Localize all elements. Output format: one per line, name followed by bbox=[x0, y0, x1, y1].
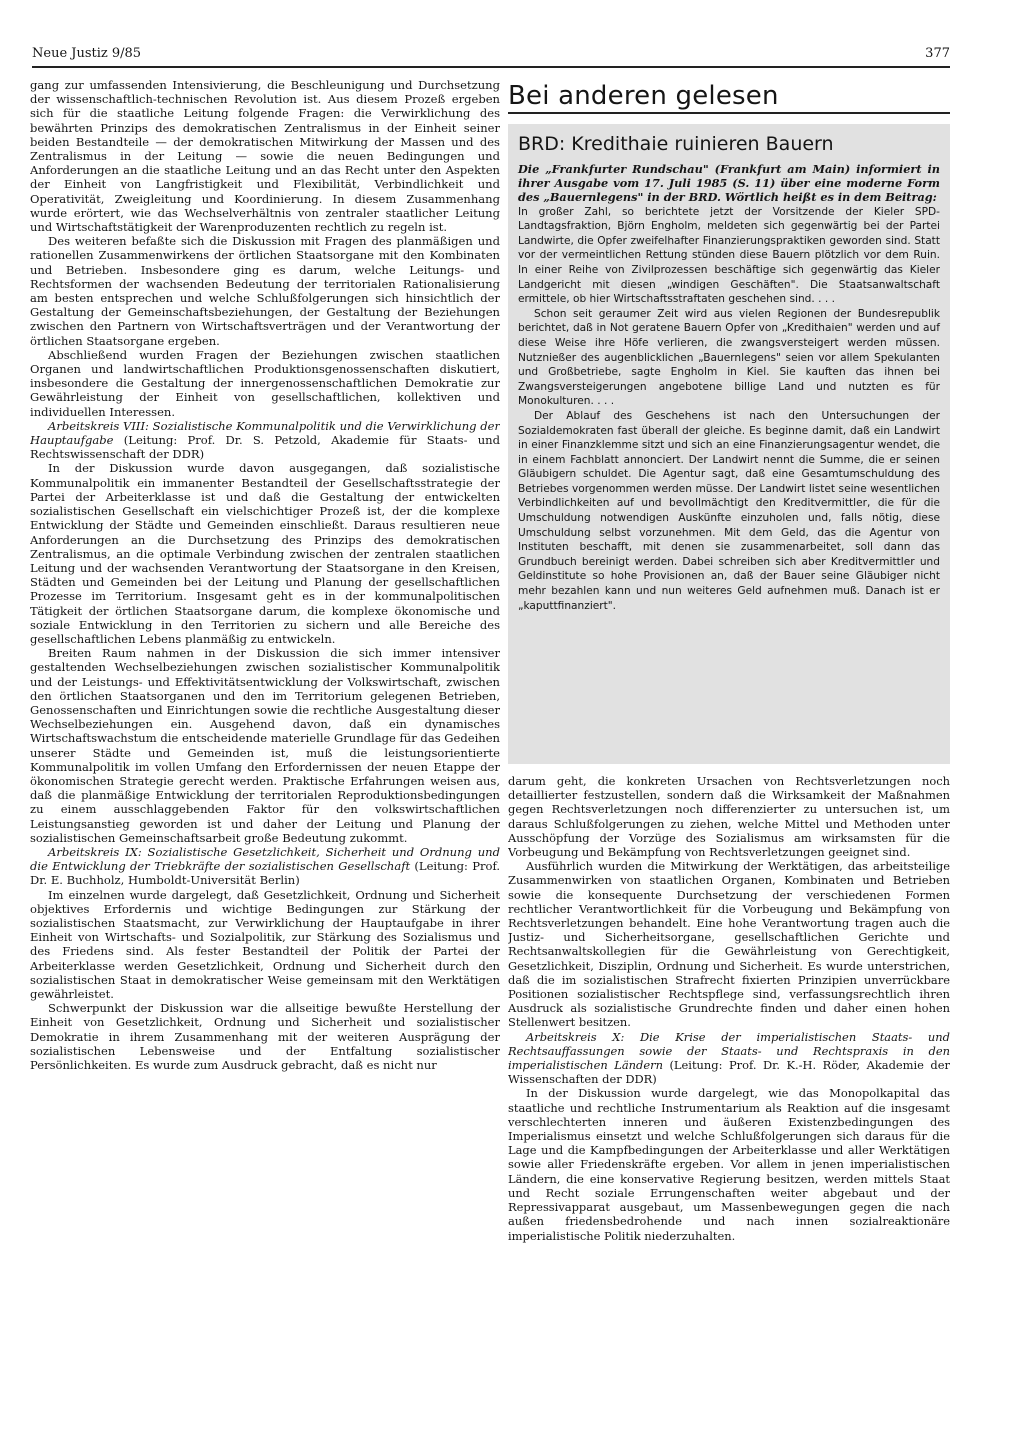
box-intro: Die „Frankfurter Rundschau" (Frankfurt am Main) informiert in ihrer Ausgabe vom 17. Juli 1985 (S. 11) über eine moderne Form des „Bauernlegens" in der BRD. Wörtlich heißt es in dem Beitrag: bbox=[518, 162, 940, 205]
arbeitskreis-heading bbox=[30, 845, 500, 888]
arbeitskreis-leitung: (Leitung: Prof. Dr. E. Buchholz, Humboldt-Universität Berlin) bbox=[30, 859, 500, 888]
arbeitskreis-leitung: (Leitung: Prof. Dr. S. Petzold, Akademie für Staats- und Rechtswissenschaft der DDR) bbox=[30, 433, 500, 462]
page-header bbox=[32, 44, 950, 68]
paragraph: In der Diskussion wurde davon ausgegangen, daß sozialistische Kommunalpolitik ein immanenter Bestandteil der Gesellschaftsstrategie der Partei der Arbeiterklasse ist und daß die Gestaltung der entwickelten sozialistischen Gesellschaft ein vielschichtiger Prozeß ist, der die komplexe Entwicklung der Städte und Gemeinden einschließt. Daraus resultieren neue Anforderungen an die Durchsetzung des Prinzips des demokratischen Zentralismus, an die optimale Verbindung zwischen der zentralen staatlichen Leitung und der wachsenden Verantwortung der Staatsorgane in den Kreisen, Städten und Gemeinden bei der Leitung und Planung der gesellschaftlichen Prozesse im Territorium. Insgesamt geht es in der kommunalpolitischen Tätigkeit der örtlichen Staatsorgane darum, die komplexe ökonomische und soziale Entwicklung in den Territorien zu sichern und alle Bereiche des gesellschaftlichen Lebens planmäßig zu entwickeln. bbox=[30, 461, 500, 646]
right-column bbox=[508, 774, 950, 1364]
paragraph: Abschließend wurden Fragen der Beziehungen zwischen staatlichen Organen und landwirtschaftlichen Produktionsgenossenschaften diskutiert, insbesondere die Gestaltung der innergenossenschaftlichen Demokratie zur Gewährleistung der Einheit von gesellschaftlichen, kollektiven und individuellen Interessen. bbox=[30, 347, 500, 419]
paragraph: Im einzelnen wurde dargelegt, daß Gesetzlichkeit, Ordnung und Sicherheit objektives Erfordernis und wichtige Bedingungen zur Stärkung der sozialistischen Staatsmacht, zur Verwirklichung der Hauptaufgabe in ihrer Einheit von Wirtschafts- und Sozialpolitik, zur Stärkung des Sozialismus und des Friedens sind. Als fester Bestandteil der Politik der Partei der Arbeiterklasse werden Gesetzlichkeit, Ordnung und Sicherheit durch den sozialistischen Staat in demokratischer Weise gemeinsam mit den Werktätigen gewährleistet. bbox=[30, 887, 500, 1001]
quote-paragraph: Der Ablauf des Geschehens ist nach den Untersuchungen der Sozialdemokraten fast überall der gleiche. Es beginne damit, daß ein Landwirt in einer Finanzklemme sitzt und sich an eine Finanzierungsagentur wendet, die in einem Fachblatt annonciert. Der Landwirt nennt die Summe, die er seinen Gläubigern schuldet. Die Agentur sagt, daß eine Gesamtumschuldung des Betriebes vorgenommen werden müsse. Der Landwirt listet seine wesentlichen Verbindlichkeiten auf und bevollmächtigt den Kreditvermittler, die für die Umschuldung notwendigen Auskünfte einzuholen und, falls nötig, diese Umschuldung selbst vorzunehmen. Mit dem Geld, das die Agentur von Instituten beschafft, mit denen sie zusammenarbeitet, soll dann das Grundbuch bereinigt werden. Dabei schreiben sich aber Kreditvermittler und Geldinstitute so hohe Provisionen an, daß der Bauer seine Gläubiger nicht mehr bezahlen kann und nun weiteres Geld aufnehmen muß. Danach ist er „kaputtfinanziert". bbox=[518, 409, 940, 612]
left-column bbox=[30, 78, 500, 1380]
box-title: BRD: Kredithaie ruinieren Bauern bbox=[518, 133, 834, 155]
paragraph: Ausführlich wurden die Mitwirkung der Werktätigen, das arbeitsteilige Zusammenwirken von staatlichen Organen, Kombinaten und Betrieben sowie die konsequente Durchsetzung der verschiedenen Formen rechtlicher Verantwortlichkeit für die Vorbeugung und Bekämpfung von Rechtsverletzungen behandelt. Eine hohe Verantwortung tragen auch die Justiz- und Sicherheitsorgane, gesellschaftlichen Gerichte und Rechtsanwaltskollegien für die Gewährleistung von Gerechtigkeit, Gesetzlichkeit, Disziplin, Ordnung und Sicherheit. Es wurde unterstrichen, daß die im sozialistischen Strafrecht fixierten Prinzipien unverrückbare Positionen sozialistischer Rechtspflege sind, verfassungsrechtlich ihren Ausdruck als sozialistische Grundrechte finden und daher einen hohen Stellenwert besitzen. bbox=[508, 859, 950, 1030]
arbeitskreis-heading bbox=[30, 419, 500, 462]
paragraph: gang zur umfassenden Intensivierung, die Beschleunigung und Durchsetzung der wissenschaftlich-technischen Revolution ist. Aus diesem Prozeß ergeben sich für die staatliche Leitung folgende Fragen: die Verwirklichung des bewährten Prinzips des demokratischen Zentralismus in der Einheit seiner beiden Bestandteile — der demokratischen Mitwirkung der Massen und des Zentralismus in der Leitung — sowie die neuen Bedingungen und Anforderungen an die staatliche Leitung und an das Recht unter den Aspekten der Einheit von Langfristigkeit und Flexibilität, Verbindlichkeit und Operativität, Zweigleitung und Koordinierung. In diesem Zusammenhang wurde erörtert, wie das Wechselverhältnis von zentraler staatlicher Leitung und Wirtschaftstätigkeit der Warenproduzenten rechtlich zu regeln ist. bbox=[30, 78, 500, 235]
section-title: Bei anderen gelesen bbox=[508, 80, 950, 114]
arbeitskreis-title: Arbeitskreis VIII: Sozialistische Kommunalpolitik und die Verwirklichung der Hauptaufgabe bbox=[30, 418, 500, 448]
arbeitskreis-title: Arbeitskreis IX: Sozialistische Gesetzlichkeit, Sicherheit und Ordnung und die Entwicklung der Triebkräfte der sozialistischen Gesellschaft bbox=[30, 844, 500, 874]
quote-paragraph: In großer Zahl, so berichtete jetzt der Vorsitzende der Kieler SPD-Landtagsfraktion, Björn Engholm, meldeten sich gegenwärtig bei der Partei Landwirte, die Opfer zweifelhafter Finanzierungspraktiken geworden sind. Statt vor der vermeintlichen Rettung stünden diese Bauern plötzlich vor dem Ruin. In einer Reihe von Zivilprozessen beschäftige sich gegenwärtig das Kieler Landgericht mit diesen „windigen Geschäften". Die Staatsanwaltschaft ermittele, ob hier Wirtschaftsstraftaten geschehen sind. . . . bbox=[518, 205, 940, 306]
arbeitskreis-leitung: (Leitung: Prof. Dr. K.-H. Röder, Akademie der Wissenschaften der DDR) bbox=[508, 1058, 950, 1087]
arbeitskreis-heading bbox=[508, 1030, 950, 1087]
paragraph: In der Diskussion wurde dargelegt, wie das Monopolkapital das staatliche und rechtliche Instrumentarium als Reaktion auf die insgesamt verschlechterten inneren und äußeren Existenzbedingungen des Imperialismus einsetzt und welche Schlußfolgerungen sich daraus für die Lage und die Kampfbedingungen der Arbeiterklasse und aller Werktätigen sowie aller Friedenskräfte ergeben. Vor allem in jenen imperialistischen Ländern, die eine konservative Regierung besitzen, werden mittels Staat und Recht soziale Errungenschaften weiter abgebaut und der Repressivapparat ausgebaut, um Massenbewegungen gegen die nach außen friedensbedrohende und nach innen sozialreaktionäre imperialistische Politik niederzuhalten. bbox=[508, 1086, 950, 1243]
paragraph: Schwerpunkt der Diskussion war die allseitige bewußte Herstellung der Einheit von Gesetzlichkeit, Ordnung und Sicherheit und sozialistischer Demokratie in ihrem Zusammenhang mit der weiteren Ausprägung der sozialistischen Lebensweise und der Entfaltung sozialistischer Persönlichkeiten. Es wurde zum Ausdruck gebracht, daß es nicht nur bbox=[30, 1001, 500, 1073]
journal-issue: Neue Justiz 9/85 bbox=[32, 46, 142, 61]
arbeitskreis-title: Arbeitskreis X: Die Krise der imperialistischen Staats- und Rechtsauffassungen sowie der Staats- und Rechtspraxis in den imperialistischen Ländern bbox=[508, 1029, 950, 1073]
quote-paragraph: Schon seit geraumer Zeit wird aus vielen Regionen der Bundesrepublik berichtet, daß in Not geratene Bauern Opfer von „Kredithaien" werden und auf diese Weise ihre Höfe verlieren, die zwangsversteigert werden müssen. Nutznießer des augenblicklichen „Bauernlegens" seien vor allem Spekulanten und Großbetriebe, sagte Engholm in Kiel. Sie kauften das ihnen bei Zwangsversteigerungen angebotene billige Land und nutzten es für Monokulturen. . . . bbox=[518, 307, 940, 408]
paragraph: darum geht, die konkreten Ursachen von Rechtsverletzungen noch detaillierter festzustellen, sondern daß die Wirksamkeit der Maßnahmen gegen Rechtsverletzungen noch differenzierter zu untersuchen ist, um daraus Schlußfolgerungen zu ziehen, welche Mittel und Methoden unter Ausschöpfung der Vorzüge des Sozialismus am wirksamsten für die Vorbeugung und Bekämpfung von Rechtsverletzungen geeignet sind. bbox=[508, 774, 950, 860]
page-number: 377 bbox=[925, 46, 950, 61]
paragraph: Breiten Raum nahmen in der Diskussion die sich immer intensiver gestaltenden Wechselbeziehungen zwischen sozialistischer Kommunalpolitik und der Leistungs- und Effektivitätsentwicklung der Volkswirtschaft, zwischen den örtlichen Staatsorganen und den im Territorium gelegenen Betrieben, Genossenschaften und Einrichtungen sowie die rechtliche Ausgestaltung dieser Wechselbeziehungen ein. Ausgehend davon, daß ein dynamisches Wirtschaftswachstum die entscheidende materielle Grundlage für das Gedeihen unserer Städte und Gemeinden ist, muß die leistungsorientierte Kommunalpolitik im vollen Umfang den Erfordernissen der neuen Etappe der ökonomischen Strategie gerecht werden. Praktische Erfahrungen weisen aus, daß die planmäßige Entwicklung der territorialen Reproduktionsbedingungen zu einem ausschlaggebenden Faktor für den volkswirtschaftlichen Leistungsanstieg geworden ist und daher der Leitung und Planung der sozialistischen Gemeinschaftsarbeit große Bedeutung zukommt. bbox=[30, 646, 500, 845]
paragraph: Des weiteren befaßte sich die Diskussion mit Fragen des planmäßigen und rationellen Zusammenwirkens der örtlichen Staatsorgane mit den Kombinaten und Betrieben. Insbesondere ging es darum, welche Leitungs- und Rechtsformen der wachsenden Bedeutung der territorialen Rationalisierung am besten entsprechen und welche Schlußfolgerungen sich hinsichtlich der Gestaltung der Gemeinschaftsbeziehungen, der Gestaltung der Beziehungen zwischen den Partnern von Wirtschaftsverträgen und der Verantwortung der örtlichen Staatsorgane ergeben. bbox=[30, 234, 500, 348]
press-excerpt-box bbox=[508, 124, 950, 764]
